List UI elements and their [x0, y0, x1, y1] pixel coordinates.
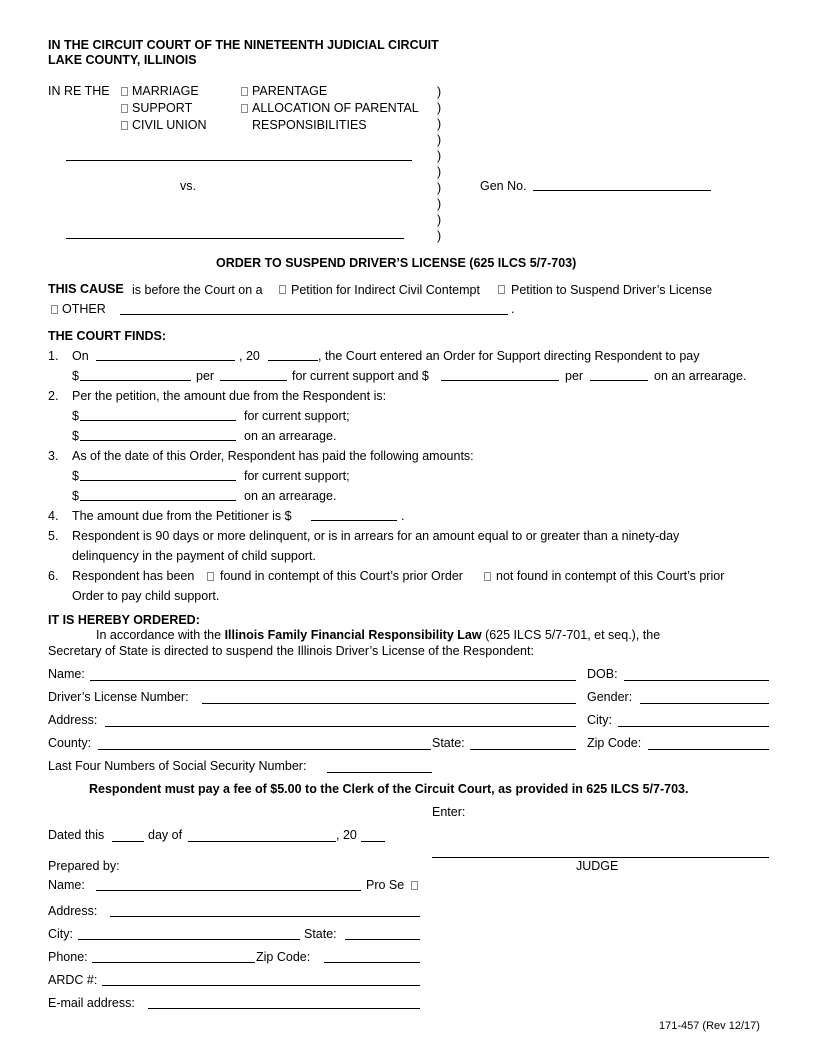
found-contempt-checkbox[interactable]	[207, 572, 214, 581]
petitioner-name-line[interactable]	[66, 160, 412, 161]
gender-field[interactable]	[640, 703, 769, 704]
not-found-contempt-checkbox[interactable]	[484, 572, 491, 581]
caption-paren: )	[437, 85, 442, 99]
preparer-name-label: Name:	[48, 878, 85, 892]
dated-year-prefix: , 20	[336, 828, 357, 842]
respondent-state-field[interactable]	[470, 749, 576, 750]
county-label: County:	[48, 736, 92, 750]
email-field[interactable]	[148, 1008, 420, 1009]
civil-union-checkbox[interactable]	[121, 121, 128, 130]
fee-notice: Respondent must pay a fee of $5.00 to the Clerk of the Circuit Court, as provided in 625 ILCS 5/7-703.	[89, 782, 689, 796]
finding-3-arrearage: on an arrearage.	[244, 489, 337, 503]
finding-1-per: per	[196, 369, 215, 383]
finding-6-line2: Order to pay child support.	[72, 589, 220, 603]
email-label: E-mail address:	[48, 996, 135, 1010]
parentage-checkbox[interactable]	[241, 87, 248, 96]
dated-day-field[interactable]	[112, 841, 144, 842]
in-re-label: IN RE THE	[48, 84, 110, 98]
finding-1-current-support: for current support and $	[292, 369, 429, 383]
court-finds-heading: THE COURT FINDS:	[48, 329, 167, 343]
finding-1-text: , the Court entered an Order for Support directing Respondent to pay	[318, 349, 700, 363]
finding-1-on: On	[72, 349, 89, 363]
respondent-city-label: City:	[587, 713, 612, 727]
responsibilities-label: RESPONSIBILITIES	[252, 118, 367, 132]
finding-4-period: .	[401, 509, 405, 523]
respondent-name-field[interactable]	[90, 680, 576, 681]
other-line[interactable]	[120, 314, 508, 315]
dated-this-label: Dated this	[48, 828, 105, 842]
caption-paren: )	[437, 149, 442, 163]
petition-contempt-label: Petition for Indirect Civil Contempt	[291, 283, 480, 297]
preparer-phone-field[interactable]	[92, 962, 255, 963]
gender-label: Gender:	[587, 690, 633, 704]
finding-6-number: 6.	[48, 569, 59, 583]
court-name-line2: LAKE COUNTY, ILLINOIS	[48, 53, 197, 67]
preparer-name-field[interactable]	[96, 890, 361, 891]
document-title: ORDER TO SUSPEND DRIVER’S LICENSE (625 ILCS 5/7-703)	[216, 256, 577, 270]
dated-year-field[interactable]	[361, 841, 385, 842]
finding-4-text: The amount due from the Petitioner is $	[72, 509, 292, 523]
ordered-line1	[96, 627, 660, 643]
finding-1-per2: per	[565, 369, 584, 383]
license-number-label: Driver’s License Number:	[48, 690, 189, 704]
respondent-zip-label: Zip Code:	[587, 736, 642, 750]
other-checkbox[interactable]	[51, 305, 58, 314]
respondent-city-field[interactable]	[618, 726, 769, 727]
ssn-label: Last Four Numbers of Social Security Number:	[48, 759, 307, 773]
gen-no-label: Gen No.	[480, 179, 527, 193]
preparer-address-label: Address:	[48, 904, 98, 918]
finding-1-arrearage: on an arrearage.	[654, 369, 747, 383]
found-contempt-label: found in contempt of this Court’s prior Order	[220, 569, 463, 583]
respondent-address-field[interactable]	[105, 726, 576, 727]
prepared-by-label: Prepared by:	[48, 859, 120, 873]
order-date-line[interactable]	[96, 360, 235, 361]
finding-2-arrearage: on an arrearage.	[244, 429, 337, 443]
finding-6-text: Respondent has been	[72, 569, 195, 583]
dated-month-field[interactable]	[188, 841, 336, 842]
respondent-state-label: State:	[432, 736, 465, 750]
caption-paren: )	[437, 133, 442, 147]
finding-3-current-support: for current support;	[244, 469, 350, 483]
respondent-zip-field[interactable]	[648, 749, 769, 750]
preparer-zip-label: Zip Code:	[256, 950, 311, 964]
license-number-field[interactable]	[202, 703, 576, 704]
due-current-line[interactable]	[80, 420, 236, 421]
versus-label: vs.	[180, 179, 196, 193]
preparer-state-label: State:	[304, 927, 337, 941]
arrearage-period-line[interactable]	[590, 380, 648, 381]
dob-label: DOB:	[587, 667, 618, 681]
allocation-checkbox[interactable]	[241, 104, 248, 113]
gen-no-line[interactable]	[533, 190, 711, 191]
support-amount-line[interactable]	[80, 380, 191, 381]
other-period: .	[511, 302, 515, 316]
support-label: SUPPORT	[132, 101, 193, 115]
paid-arrearage-line[interactable]	[80, 500, 236, 501]
ssn-field[interactable]	[327, 772, 432, 773]
respondent-name-line[interactable]	[66, 238, 404, 239]
other-label: OTHER	[62, 302, 106, 316]
finding-5-line2: delinquency in the payment of child support.	[72, 549, 316, 563]
ardc-field[interactable]	[102, 985, 420, 986]
caption-paren: )	[437, 181, 442, 195]
ordered-heading: IT IS HEREBY ORDERED:	[48, 613, 200, 627]
support-checkbox[interactable]	[121, 104, 128, 113]
finding-2-current-support: for current support;	[244, 409, 350, 423]
arrearage-amount-line[interactable]	[441, 380, 559, 381]
preparer-city-field[interactable]	[78, 939, 300, 940]
caption-paren: )	[437, 229, 442, 243]
ardc-label: ARDC #:	[48, 973, 98, 987]
county-field[interactable]	[98, 749, 431, 750]
preparer-address-field[interactable]	[110, 916, 420, 917]
finding-3-dollar1: $	[72, 469, 79, 483]
caption-paren: )	[437, 117, 442, 131]
finding-3-text: As of the date of this Order, Respondent has paid the following amounts:	[72, 449, 474, 463]
pro-se-checkbox[interactable]	[411, 881, 418, 890]
finding-5-line1: Respondent is 90 days or more delinquent, or is in arrears for an amount equal to or greater than a ninety-day	[72, 529, 680, 543]
judge-label: JUDGE	[576, 859, 619, 873]
finding-3-dollar2: $	[72, 489, 79, 503]
this-cause-lead: THIS CAUSE	[48, 282, 124, 296]
marriage-label: MARRIAGE	[132, 84, 199, 98]
dob-field[interactable]	[624, 680, 769, 681]
finding-2-dollar1: $	[72, 409, 79, 423]
caption-parentheses	[437, 84, 447, 244]
caption-paren: )	[437, 101, 442, 115]
respondent-name-label: Name:	[48, 667, 85, 681]
not-found-contempt-label: not found in contempt of this Court’s prior	[496, 569, 725, 583]
caption-paren: )	[437, 213, 442, 227]
petition-suspend-label: Petition to Suspend Driver’s License	[511, 283, 713, 297]
paid-current-line[interactable]	[80, 480, 236, 481]
petition-contempt-checkbox[interactable]	[279, 285, 286, 294]
caption-paren: )	[437, 197, 442, 211]
petition-suspend-checkbox[interactable]	[498, 285, 505, 294]
finding-2-dollar2: $	[72, 429, 79, 443]
due-arrearage-line[interactable]	[80, 440, 236, 441]
ordered-line1-b: (625 ILCS 5/7-701, et seq.), the	[485, 628, 661, 642]
support-period-line[interactable]	[220, 380, 287, 381]
ordered-line1-a: In accordance with the	[96, 628, 222, 642]
petitioner-due-line[interactable]	[311, 520, 397, 521]
enter-label: Enter:	[432, 805, 466, 819]
finding-1-number: 1.	[48, 349, 59, 363]
respondent-address-label: Address:	[48, 713, 98, 727]
form-number: 171-457 (Rev 12/17)	[659, 1020, 760, 1032]
order-year-line[interactable]	[268, 360, 318, 361]
preparer-state-field[interactable]	[345, 939, 420, 940]
finding-4-number: 4.	[48, 509, 59, 523]
allocation-label: ALLOCATION OF PARENTAL	[252, 101, 419, 115]
civil-union-label: CIVIL UNION	[132, 118, 207, 132]
day-of-label: day of	[148, 828, 183, 842]
finding-1-dollar: $	[72, 369, 79, 383]
ordered-line2: Secretary of State is directed to suspend the Illinois Driver’s License of the Respondent:	[48, 644, 534, 658]
court-name-line1: IN THE CIRCUIT COURT OF THE NINETEENTH JUDICIAL CIRCUIT	[48, 38, 439, 52]
preparer-phone-label: Phone:	[48, 950, 88, 964]
finding-3-number: 3.	[48, 449, 59, 463]
preparer-zip-field[interactable]	[324, 962, 420, 963]
finding-5-number: 5.	[48, 529, 59, 543]
pro-se-label: Pro Se	[366, 878, 405, 892]
finding-2-text: Per the petition, the amount due from the Respondent is:	[72, 389, 387, 403]
caption-paren: )	[437, 165, 442, 179]
this-cause-text: is before the Court on a	[132, 283, 263, 297]
parentage-label: PARENTAGE	[252, 84, 328, 98]
ordered-law-name: Illinois Family Financial Responsibility Law	[224, 628, 482, 642]
marriage-checkbox[interactable]	[121, 87, 128, 96]
preparer-city-label: City:	[48, 927, 73, 941]
finding-1-year-prefix: , 20	[239, 349, 260, 363]
finding-2-number: 2.	[48, 389, 59, 403]
